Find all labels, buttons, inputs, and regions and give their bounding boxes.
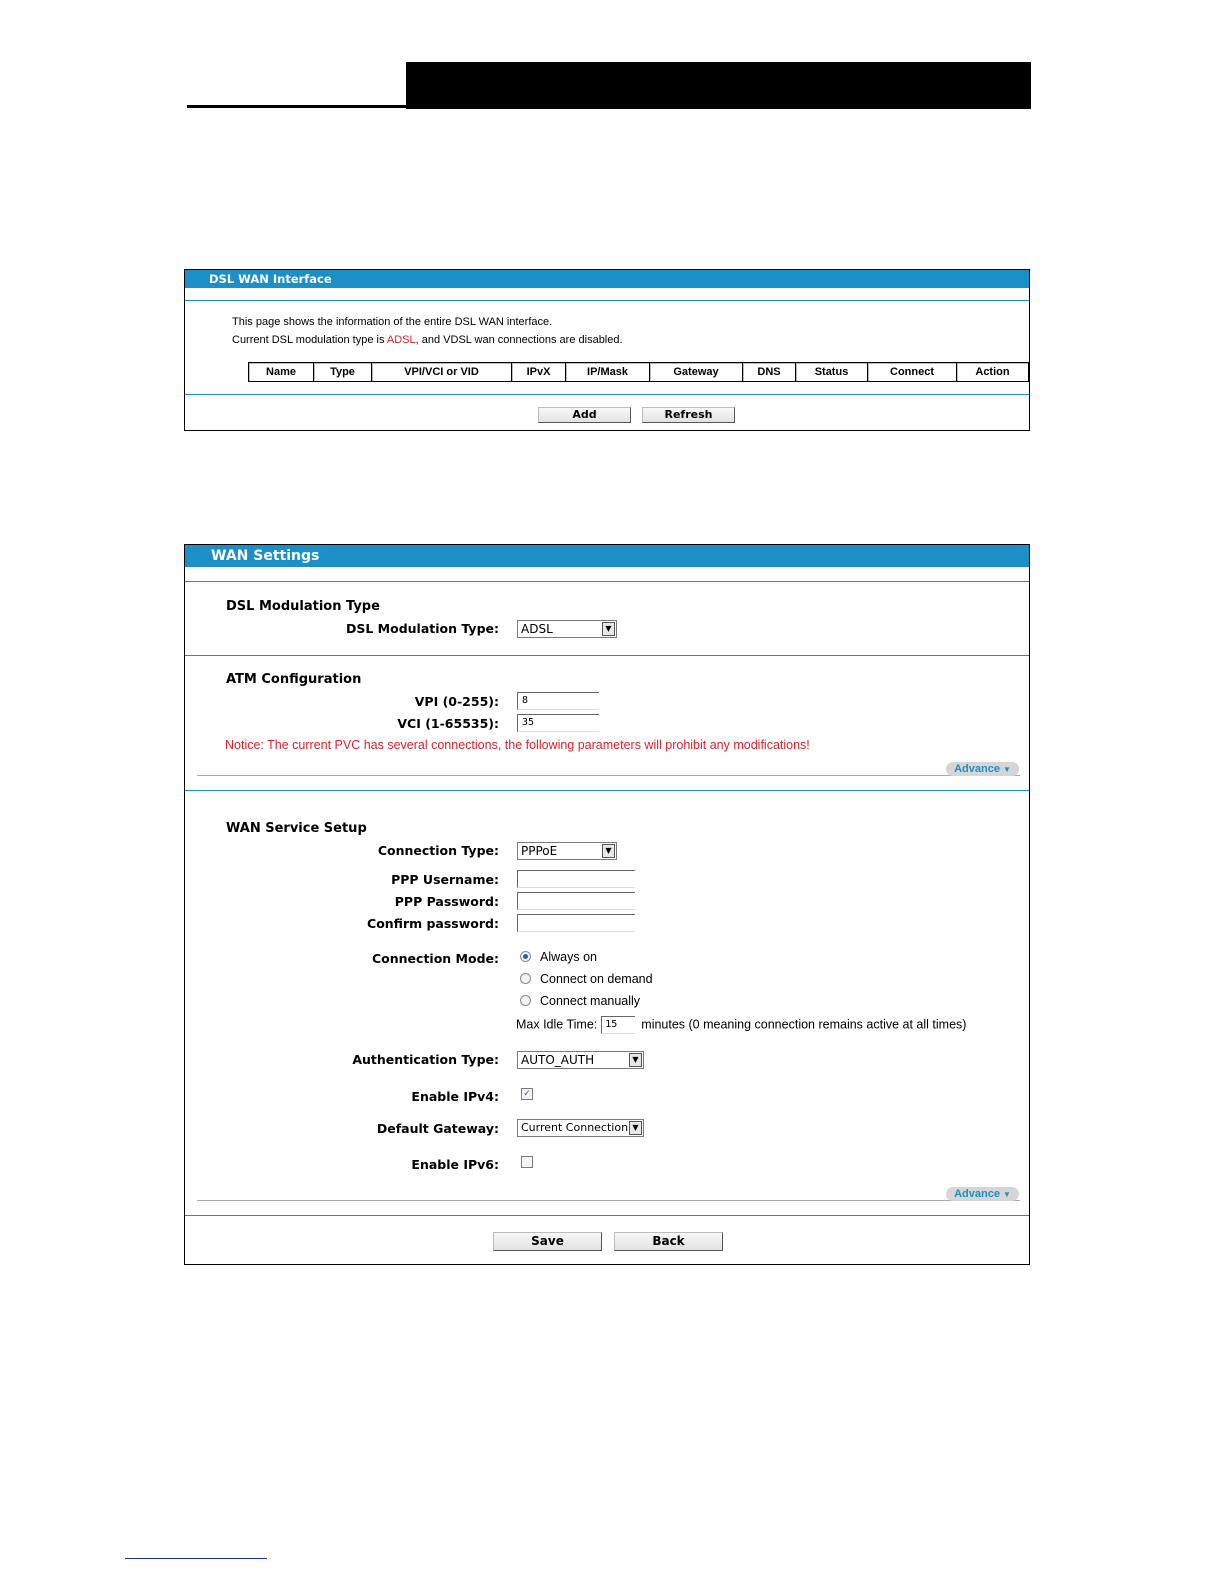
checkmark-icon: ✓ (523, 1088, 531, 1098)
divider (185, 300, 1029, 301)
panel-title: WAN Settings (185, 545, 1029, 569)
advance-button[interactable] (946, 762, 1019, 776)
modulation-prefix: Current DSL modulation type is (232, 334, 387, 346)
column-header: Name (249, 363, 314, 382)
chevron-down-icon: ▼ (629, 1121, 642, 1135)
chevron-down-icon: ▼ (602, 844, 615, 858)
enable-ipv4-label: Enable IPv4: (411, 1089, 499, 1104)
section-heading-atm: ATM Configuration (226, 672, 362, 687)
enable-ipv4-checkbox[interactable] (521, 1088, 533, 1100)
radio-button[interactable] (520, 973, 531, 984)
vpi-label: VPI (0-255): (414, 694, 499, 709)
dsl-modulation-select[interactable] (517, 620, 617, 638)
confirm-password-label: Confirm password: (367, 916, 499, 931)
modulation-value: ADSL (386, 334, 416, 346)
authentication-type-select[interactable] (517, 1051, 644, 1069)
enable-ipv6-label: Enable IPv6: (411, 1157, 499, 1172)
radio-always-on[interactable] (520, 950, 597, 964)
add-button[interactable]: Add (538, 407, 631, 423)
ppp-password-label: PPP Password: (394, 894, 499, 909)
radio-button[interactable] (520, 995, 531, 1006)
connection-mode-label: Connection Mode: (372, 951, 499, 966)
divider (185, 790, 1029, 791)
header-bar (406, 62, 1031, 109)
back-button[interactable]: Back (614, 1232, 723, 1251)
description-text: This page shows the information of the entire DSL WAN interface. (232, 316, 553, 328)
chevron-down-icon: ▼ (629, 1053, 642, 1067)
table-header-row (249, 363, 1029, 382)
wan-interface-table (248, 362, 1029, 382)
connection-type-value: PPPoE (521, 844, 558, 858)
modulation-text (232, 334, 623, 346)
vpi-input[interactable]: 8 (517, 692, 599, 710)
radio-label: Connect on demand (540, 972, 653, 986)
confirm-password-input[interactable] (517, 914, 635, 932)
column-header: Connect (868, 363, 957, 382)
dsl-modulation-label: DSL Modulation Type: (345, 621, 499, 636)
connection-type-label: Connection Type: (377, 843, 499, 858)
idle-suffix: minutes (0 meaning connection remains active at all times) (641, 1017, 967, 1032)
save-button[interactable]: Save (493, 1232, 602, 1251)
connection-type-select[interactable] (517, 842, 617, 860)
column-header: Status (796, 363, 868, 382)
dsl-wan-interface-panel (184, 269, 1030, 431)
authentication-type-label: Authentication Type: (352, 1052, 499, 1067)
radio-button-selected[interactable] (520, 951, 531, 962)
radio-label: Always on (540, 950, 597, 964)
footer-rule (125, 1558, 267, 1559)
max-idle-time-row (516, 1016, 966, 1034)
column-header: IP/Mask (566, 363, 650, 382)
chevron-down-icon: ▼ (1003, 765, 1011, 774)
wan-settings-panel (184, 544, 1030, 1265)
refresh-button[interactable]: Refresh (642, 407, 735, 423)
chevron-down-icon: ▼ (1003, 1190, 1011, 1199)
radio-label: Connect manually (540, 994, 641, 1008)
default-gateway-label: Default Gateway: (376, 1121, 499, 1136)
ppp-username-label: PPP Username: (391, 872, 499, 887)
vci-label: VCI (1-65535): (397, 716, 499, 731)
vci-input[interactable]: 35 (517, 714, 599, 732)
notice-text: Notice: The current PVC has several connections, the following parameters will prohibit any modifications! (225, 738, 810, 752)
header-rule (187, 105, 406, 108)
divider (185, 655, 1029, 656)
chevron-down-icon: ▼ (602, 622, 615, 636)
divider (197, 1200, 1020, 1201)
idle-label: Max Idle Time: (516, 1017, 598, 1032)
section-heading-service: WAN Service Setup (226, 821, 367, 836)
ppp-username-input[interactable] (517, 870, 635, 888)
ppp-password-input[interactable] (517, 892, 635, 910)
dsl-modulation-value: ADSL (521, 622, 553, 636)
column-header: DNS (743, 363, 796, 382)
panel-title: DSL WAN Interface (185, 270, 1029, 290)
modulation-suffix: , and VDSL wan connections are disabled. (415, 334, 623, 346)
advance-label: Advance (954, 1188, 1000, 1200)
column-header: Type (314, 363, 372, 382)
radio-connect-manually[interactable] (520, 994, 640, 1008)
column-header: Action (957, 363, 1029, 382)
section-heading-dsl: DSL Modulation Type (226, 599, 380, 614)
advance-button[interactable] (946, 1187, 1019, 1201)
max-idle-time-input[interactable]: 15 (601, 1016, 635, 1034)
column-header: VPI/VCI or VID (372, 363, 512, 382)
advance-label: Advance (954, 763, 1000, 775)
column-header: Gateway (650, 363, 743, 382)
divider (185, 581, 1029, 582)
divider (185, 1215, 1029, 1216)
column-header: IPvX (512, 363, 566, 382)
enable-ipv6-checkbox[interactable] (521, 1156, 533, 1168)
radio-connect-on-demand[interactable] (520, 972, 653, 986)
authentication-type-value: AUTO_AUTH (521, 1053, 595, 1067)
default-gateway-value: Current Connection (521, 1121, 629, 1134)
divider (197, 775, 1020, 776)
divider (185, 394, 1029, 395)
default-gateway-select[interactable] (517, 1119, 644, 1137)
